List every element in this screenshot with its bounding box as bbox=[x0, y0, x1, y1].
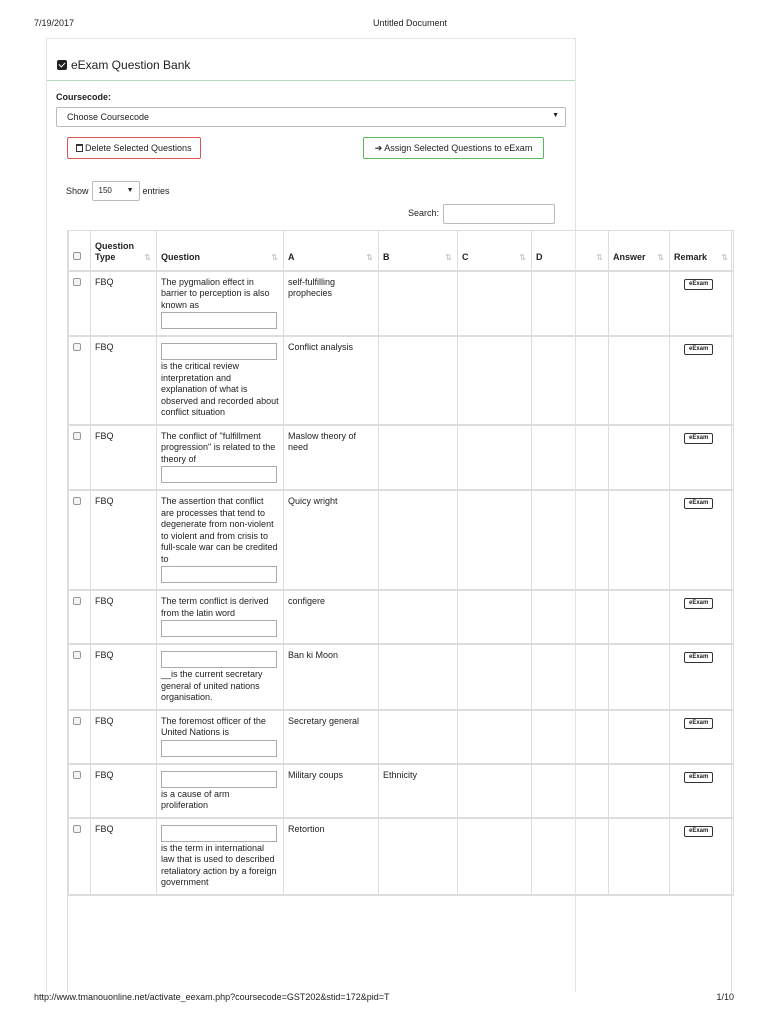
answer-blank-input[interactable] bbox=[161, 651, 277, 668]
search-label: Search: bbox=[408, 208, 440, 218]
row-checkbox[interactable] bbox=[73, 278, 81, 286]
caret-down-icon: ▼ bbox=[126, 187, 134, 194]
table-row bbox=[69, 425, 734, 491]
eexam-button[interactable]: eExam bbox=[684, 772, 713, 783]
table-row bbox=[69, 590, 734, 644]
question-type-cell: FBQ bbox=[91, 644, 157, 710]
option-c-cell bbox=[458, 271, 532, 337]
answer-blank-input[interactable] bbox=[161, 566, 277, 583]
question-cell bbox=[157, 644, 284, 710]
eexam-button[interactable]: eExam bbox=[684, 826, 713, 837]
column-header[interactable]: Question Type ⇅ bbox=[91, 231, 157, 271]
column-header[interactable]: B ⇅ bbox=[379, 231, 458, 271]
row-select-cell bbox=[69, 336, 91, 425]
answer-blank-input[interactable] bbox=[161, 740, 277, 757]
row-checkbox[interactable] bbox=[73, 717, 81, 725]
coursecode-select[interactable] bbox=[56, 107, 566, 127]
table-row bbox=[69, 490, 734, 590]
remark-cell bbox=[670, 590, 734, 644]
question-text: is the critical review interpretation and explanation of what is observed and recorded about conflict situation bbox=[161, 361, 279, 417]
eexam-button[interactable]: eExam bbox=[684, 598, 713, 609]
question-type-cell: FBQ bbox=[91, 818, 157, 895]
row-checkbox[interactable] bbox=[73, 432, 81, 440]
option-a-cell: Quicy wright bbox=[284, 490, 379, 590]
question-type-cell: FBQ bbox=[91, 590, 157, 644]
question-type-cell: FBQ bbox=[91, 764, 157, 818]
select-all-checkbox[interactable] bbox=[73, 252, 81, 260]
answer-cell bbox=[609, 764, 670, 818]
row-checkbox[interactable] bbox=[73, 597, 81, 605]
answer-blank-input[interactable] bbox=[161, 343, 277, 360]
option-a-cell: Military coups bbox=[284, 764, 379, 818]
question-text: The pygmalion effect in barrier to perception is also known as bbox=[161, 276, 270, 310]
answer-cell bbox=[609, 818, 670, 895]
question-cell bbox=[157, 710, 284, 764]
row-select-cell bbox=[69, 590, 91, 644]
option-a-cell: self-fulfilling prophecies bbox=[284, 271, 379, 337]
option-b-cell: Ethnicity bbox=[379, 764, 458, 818]
remark-cell bbox=[670, 490, 734, 590]
option-c-cell bbox=[458, 336, 532, 425]
column-header[interactable]: D ⇅ bbox=[532, 231, 609, 271]
row-select-cell bbox=[69, 425, 91, 491]
question-cell bbox=[157, 425, 284, 491]
entries-select[interactable] bbox=[92, 181, 140, 201]
question-type-cell: FBQ bbox=[91, 271, 157, 337]
option-c-cell bbox=[458, 764, 532, 818]
remark-cell bbox=[670, 336, 734, 425]
row-checkbox[interactable] bbox=[73, 771, 81, 779]
row-checkbox[interactable] bbox=[73, 343, 81, 351]
table-row bbox=[69, 710, 734, 764]
entries-suffix: entries bbox=[142, 186, 170, 196]
answer-cell bbox=[609, 271, 670, 337]
answer-cell bbox=[609, 710, 670, 764]
remark-cell bbox=[670, 764, 734, 818]
question-cell bbox=[157, 818, 284, 895]
question-text: The conflict of "fulfillment progression" is related to the theory of bbox=[161, 430, 276, 464]
print-url: http://www.tmanouonline.net/activate_eexam.php?coursecode=GST202&stid=172&pid=T bbox=[34, 992, 390, 1002]
eexam-button[interactable]: eExam bbox=[684, 279, 713, 290]
sort-icon: ⇅ bbox=[144, 253, 151, 262]
question-text: is a cause of arm proliferation bbox=[161, 788, 230, 810]
eexam-button[interactable]: eExam bbox=[684, 718, 713, 729]
row-select-cell bbox=[69, 818, 91, 895]
answer-cell bbox=[609, 336, 670, 425]
remark-cell bbox=[670, 710, 734, 764]
option-b-cell bbox=[379, 271, 458, 337]
column-header[interactable]: A ⇅ bbox=[284, 231, 379, 271]
question-text: The foremost officer of the United Nations is bbox=[161, 715, 266, 737]
answer-cell bbox=[609, 590, 670, 644]
row-select-cell bbox=[69, 764, 91, 818]
print-title: Untitled Document bbox=[372, 18, 448, 28]
answer-blank-input[interactable] bbox=[161, 771, 277, 788]
answer-blank-input[interactable] bbox=[161, 825, 277, 842]
question-text: is the term in international law that is used to described retaliatory action by a foreign government bbox=[161, 842, 277, 887]
table-row bbox=[69, 336, 734, 425]
option-d-cell bbox=[532, 710, 609, 764]
question-cell bbox=[157, 590, 284, 644]
eexam-button[interactable]: eExam bbox=[684, 433, 713, 444]
sort-icon: ⇅ bbox=[366, 253, 373, 262]
option-a-cell: Retortion bbox=[284, 818, 379, 895]
row-checkbox[interactable] bbox=[73, 497, 81, 505]
remark-cell bbox=[670, 425, 734, 491]
question-cell bbox=[157, 764, 284, 818]
option-c-cell bbox=[458, 425, 532, 491]
option-d-cell bbox=[532, 644, 609, 710]
option-b-cell bbox=[379, 425, 458, 491]
panel-heading bbox=[47, 39, 575, 81]
table-row bbox=[69, 818, 734, 895]
question-table bbox=[68, 230, 734, 896]
entries-value: 150 bbox=[98, 186, 112, 195]
option-d-cell bbox=[532, 590, 609, 644]
question-text: __is the current secretary general of united nations organisation. bbox=[161, 669, 263, 702]
row-checkbox[interactable] bbox=[73, 651, 81, 659]
option-b-cell bbox=[379, 710, 458, 764]
option-c-cell bbox=[458, 590, 532, 644]
delete-button-label: Delete Selected Questions bbox=[85, 143, 192, 153]
option-b-cell bbox=[379, 644, 458, 710]
question-type-cell: FBQ bbox=[91, 710, 157, 764]
sort-icon: ⇅ bbox=[721, 253, 728, 262]
option-b-cell bbox=[379, 336, 458, 425]
question-cell bbox=[157, 271, 284, 337]
option-c-cell bbox=[458, 818, 532, 895]
checkbox-icon bbox=[57, 60, 67, 70]
option-d-cell bbox=[532, 271, 609, 337]
option-b-cell bbox=[379, 590, 458, 644]
answer-blank-input[interactable] bbox=[161, 466, 277, 483]
option-a-cell: Ban ki Moon bbox=[284, 644, 379, 710]
option-d-cell bbox=[532, 490, 609, 590]
question-cell bbox=[157, 490, 284, 590]
option-b-cell bbox=[379, 490, 458, 590]
row-checkbox[interactable] bbox=[73, 825, 81, 833]
sort-icon: ⇅ bbox=[271, 253, 278, 262]
answer-blank-input[interactable] bbox=[161, 312, 277, 329]
answer-blank-input[interactable] bbox=[161, 620, 277, 637]
eexam-button[interactable]: eExam bbox=[684, 344, 713, 355]
option-d-cell bbox=[532, 764, 609, 818]
option-d-cell bbox=[532, 336, 609, 425]
print-page-number: 1/10 bbox=[716, 992, 734, 1002]
table-header-row bbox=[69, 231, 734, 271]
question-cell bbox=[157, 336, 284, 425]
column-header[interactable]: C ⇅ bbox=[458, 231, 532, 271]
eexam-button[interactable]: eExam bbox=[684, 652, 713, 663]
row-select-cell bbox=[69, 644, 91, 710]
eexam-button[interactable]: eExam bbox=[684, 498, 713, 509]
remark-cell bbox=[670, 644, 734, 710]
option-a-cell: Secretary general bbox=[284, 710, 379, 764]
caret-down-icon: ▼ bbox=[552, 112, 559, 119]
row-select-cell bbox=[69, 271, 91, 337]
option-d-cell bbox=[532, 425, 609, 491]
search-input[interactable] bbox=[443, 204, 555, 224]
option-c-cell bbox=[458, 490, 532, 590]
sort-icon: ⇅ bbox=[596, 253, 603, 262]
question-type-cell: FBQ bbox=[91, 425, 157, 491]
sort-icon: ⇅ bbox=[519, 253, 526, 262]
question-type-cell: FBQ bbox=[91, 490, 157, 590]
table-row bbox=[69, 644, 734, 710]
question-text: The term conflict is derived from the latin word bbox=[161, 596, 269, 618]
row-select-cell bbox=[69, 490, 91, 590]
option-a-cell: Maslow theory of need bbox=[284, 425, 379, 491]
select-all-cell bbox=[69, 231, 91, 271]
row-select-cell bbox=[69, 710, 91, 764]
question-type-cell: FBQ bbox=[91, 336, 157, 425]
question-table-wrapper bbox=[67, 230, 732, 992]
show-label: Show bbox=[66, 186, 89, 196]
option-c-cell bbox=[458, 644, 532, 710]
coursecode-label: Coursecode: bbox=[56, 92, 112, 102]
option-c-cell bbox=[458, 710, 532, 764]
print-date: 7/19/2017 bbox=[34, 18, 75, 28]
arrow-right-icon: ➔ bbox=[374, 142, 383, 153]
assign-button-label: Assign Selected Questions to eExam bbox=[384, 143, 533, 153]
entries-control bbox=[66, 181, 170, 201]
coursecode-selected: Choose Coursecode bbox=[67, 112, 150, 122]
table-row bbox=[69, 764, 734, 818]
option-d-cell bbox=[532, 818, 609, 895]
delete-selected-button[interactable] bbox=[67, 137, 201, 159]
answer-cell bbox=[609, 425, 670, 491]
option-a-cell: configere bbox=[284, 590, 379, 644]
remark-cell bbox=[670, 818, 734, 895]
question-text: The assertion that conflict are processes that tend to degenerate from non-violent to violent and from crisis to full-scale war can be credited to bbox=[161, 496, 278, 564]
remark-cell bbox=[670, 271, 734, 337]
sort-icon: ⇅ bbox=[657, 253, 664, 262]
assign-selected-button[interactable] bbox=[363, 137, 544, 159]
panel-title: eExam Question Bank bbox=[71, 57, 191, 72]
column-header[interactable]: Answer ⇅ bbox=[609, 231, 670, 271]
option-b-cell bbox=[379, 818, 458, 895]
option-a-cell: Conflict analysis bbox=[284, 336, 379, 425]
table-row bbox=[69, 271, 734, 337]
answer-cell bbox=[609, 644, 670, 710]
column-header[interactable]: Question ⇅ bbox=[157, 231, 284, 271]
trash-icon bbox=[76, 144, 83, 152]
sort-icon: ⇅ bbox=[445, 253, 452, 262]
answer-cell bbox=[609, 490, 670, 590]
column-header[interactable]: Remark ⇅ bbox=[670, 231, 734, 271]
print-header bbox=[0, 18, 768, 32]
